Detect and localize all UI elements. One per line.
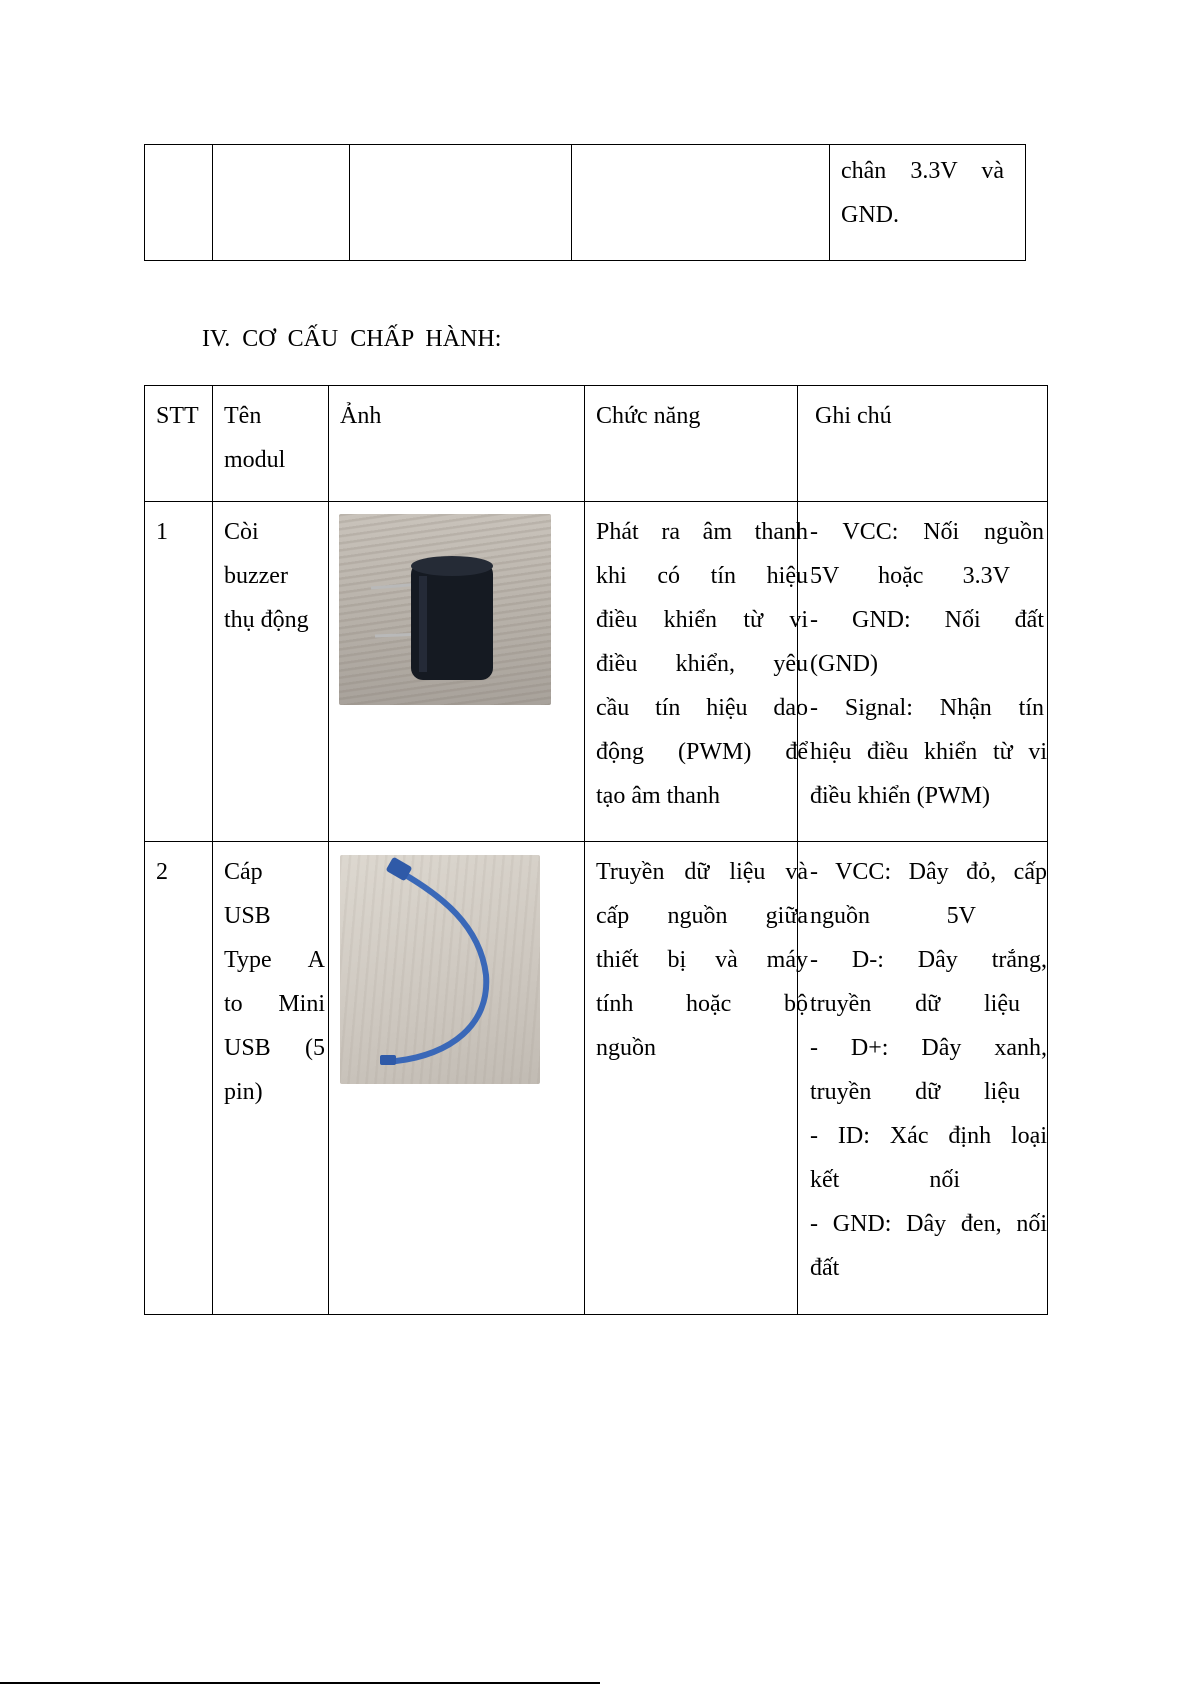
cell-image [329, 842, 585, 1315]
table-row [145, 502, 1048, 842]
buzzer-photo [339, 514, 551, 705]
usb-cable-icon [340, 855, 540, 1084]
continued-cell-note [830, 145, 1026, 261]
actuator-table [144, 385, 1048, 1315]
page-bottom-rule [0, 1682, 600, 1684]
cell-image [329, 502, 585, 842]
section-heading: IV. CƠ CẤU CHẤP HÀNH: [202, 326, 502, 352]
cell-module-name: Còi buzzer thụ động [213, 502, 329, 842]
cell-stt: 1 [145, 502, 213, 842]
note-line: GND. [841, 202, 899, 228]
cell-note: - VCC: Nối nguồn 5V hoặc 3.3V - GND: Nối đất (GND) - Signal: Nhận tín hiệu điều khiển từ vi điều khiển (PWM) [798, 502, 1048, 842]
cell-stt: 2 [145, 842, 213, 1315]
continued-cell-stt [145, 145, 213, 261]
cell-function: Truyền dữ liệu và cấp nguồn giữa thiết bị và máy tính hoặc bộ nguồn [585, 842, 798, 1315]
continued-cell-image [350, 145, 572, 261]
header-stt: STT [145, 386, 213, 502]
continued-cell-function [572, 145, 830, 261]
header-note: Ghi chú [798, 386, 1048, 502]
buzzer-icon [339, 514, 551, 705]
continued-table [144, 144, 1026, 261]
note-line: chân 3.3V và [841, 158, 1004, 184]
header-function: Chức năng [585, 386, 798, 502]
cell-function: Phát ra âm thanh khi có tín hiệu điều khiển từ vi điều khiển, yêu cầu tín hiệu dao động (PWM) để tạo âm thanh [585, 502, 798, 842]
usb-cable-photo [340, 855, 540, 1084]
header-image: Ảnh [329, 386, 585, 502]
cell-module-name: Cáp USB Type A to Mini USB (5 pin) [213, 842, 329, 1315]
cell-note: - VCC: Dây đỏ, cấp nguồn 5V - D-: Dây trắng, truyền dữ liệu - D+: Dây xanh, truyền dữ liệu - ID: Xác định loại kết nối - GND: Dây đen, nối đất [798, 842, 1048, 1315]
table-header-row [145, 386, 1048, 502]
header-module-name: Tên modul [213, 386, 329, 502]
continued-cell-name [213, 145, 350, 261]
table-row [145, 842, 1048, 1315]
